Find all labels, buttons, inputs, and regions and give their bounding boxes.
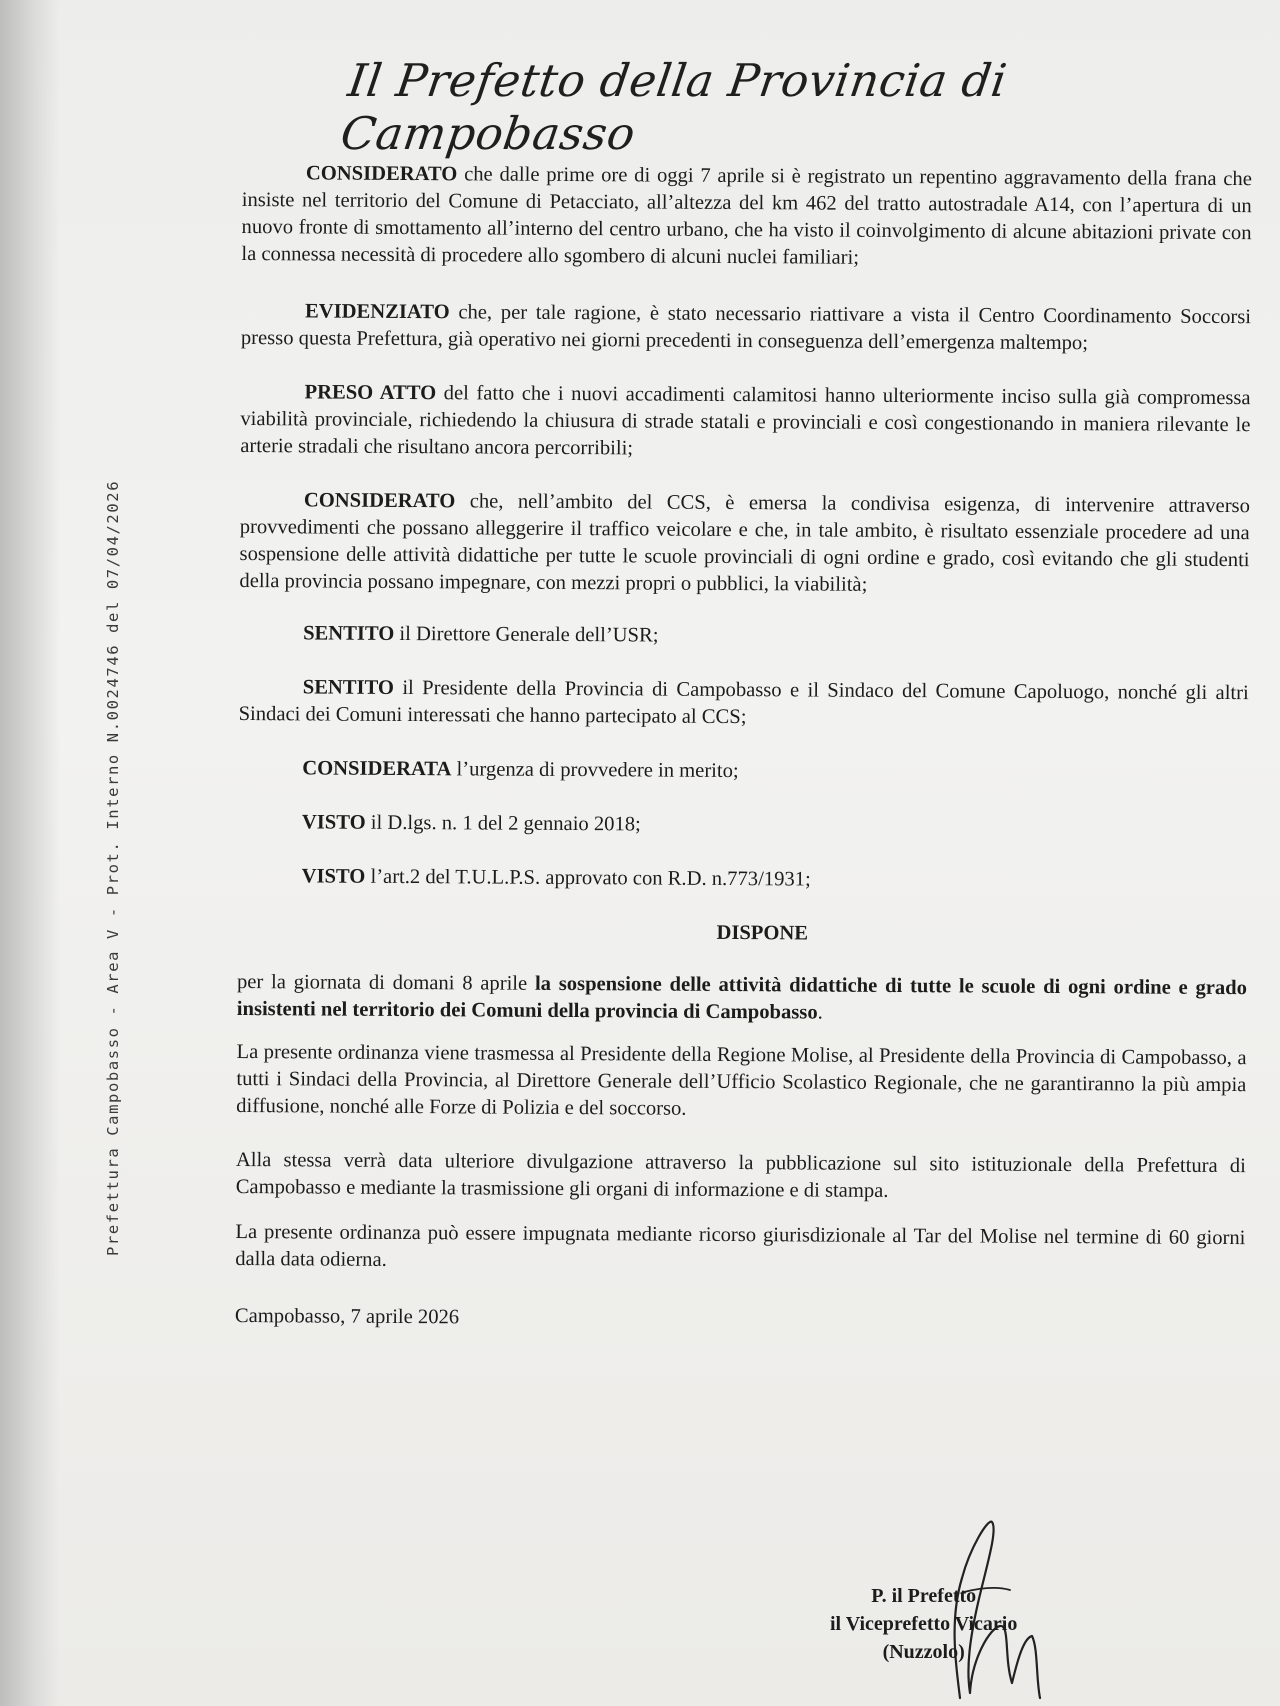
dispone-title: DISPONE — [716, 921, 809, 945]
paragraph-sentito-2 — [239, 674, 1249, 734]
paragraph-keyword: CONSIDERATO — [305, 162, 458, 186]
document-heading: Il Prefetto della Provincia di Campobasso — [337, 54, 1011, 160]
paragraph-text: il Direttore Generale dell’USR; — [394, 622, 659, 647]
paragraph-keyword: CONSIDERATA — [302, 757, 452, 781]
document-body — [235, 160, 1252, 1336]
paragraph-text: che, nell’ambito del CCS, è emersa la condivisa esigenza, di intervenire attraverso provvedimenti che possano alleggerire il traffico veicolare e che, in tale ambito, è risultato essenziale procedere ad una sospensione delle attività didattiche per tutte le scuole provinciali di ogni ordine e grado, così evitando che gli studenti della provincia possano impegnare, con mezzi propri o pubblici, la viabilità; — [239, 490, 1250, 596]
page-edge-shadow — [0, 0, 60, 1706]
paragraph-considerato-1 — [241, 160, 1252, 274]
paragraph-visto-1 — [238, 809, 1248, 842]
closing-paragraph-appeal: La presente ordinanza può essere impugnata mediante ricorso giurisdizionale al Tar del Molise nel termine di 60 giorni dalla data odierna. — [235, 1220, 1246, 1271]
paragraph-considerato-2 — [239, 487, 1250, 601]
paragraph-keyword: VISTO — [301, 865, 366, 888]
paragraph-preso-atto — [240, 379, 1250, 466]
paragraph-keyword: VISTO — [301, 811, 366, 834]
paragraph-text: che, per tale ragione, è stato necessario riattivare a vista il Centro Coordinamento Soccorsi presso questa Prefettura, già operativo nei giorni precedenti in conseguenza dell’emergenza maltempo; — [240, 301, 1252, 355]
paragraph-text: il Presidente della Provincia di Campobasso e il Sindaco del Comune Capoluogo, nonché gli altri Sindaci dei Comuni interessati che hanno partecipato al CCS; — [238, 676, 1249, 729]
paragraph-visto-2 — [238, 863, 1248, 896]
closing-paragraph-publication: Alla stessa verrà data ulteriore divulgazione attraverso la pubblicazione sul sito istituzionale della Prefettura di Campobasso e mediante la trasmissione gli organi di informazione e di stampa. — [235, 1148, 1246, 1202]
paragraph-keyword: SENTITO — [302, 676, 395, 699]
paragraph-evidenziato — [241, 298, 1251, 358]
paragraph-text: l’art.2 del T.U.L.P.S. approvato con R.D. n.773/1931; — [365, 865, 811, 891]
signature-line-2: il Viceprefetto Vicario — [830, 1613, 1018, 1635]
closing-paragraph-transmission: La presente ordinanza viene trasmessa al Presidente della Regione Molise, al Presidente della Provincia di Campobasso, a tutti i Sindaci della Provincia, al Direttore Generale dell’Ufficio Scolastico Regionale, che ne garantiranno la più ampia diffusione, nonché alle Forze di Polizia e del soccorso. — [236, 1040, 1247, 1120]
paragraph-text: il D.lgs. n. 1 del 2 gennaio 2018; — [365, 811, 641, 836]
paragraph-text: l’urgenza di provvedere in merito; — [451, 758, 739, 783]
signature-line-1: P. il Prefetto — [871, 1585, 977, 1607]
paragraph-keyword: EVIDENZIATO — [305, 300, 450, 324]
paragraph-keyword: SENTITO — [303, 622, 395, 645]
signature-line-3: (Nuzzolo) — [882, 1641, 965, 1663]
dispone-bold-text: la sospensione delle attività didattiche di tutte le scuole di ogni ordine e grado insistenti nel territorio dei Comuni della provincia di Campobasso — [236, 972, 1248, 1024]
paragraph-text: che dalle prime ore di oggi 7 aprile si è registrato un repentino aggravamento della frana che insiste nel territorio del Comune di Petacciato, all’altezza del km 462 del tratto autostradale A14, con l’apertura di un nuovo fronte di smottamento all’interno del centro urbano, che ha visto il coinvolgimento di alcune abitazioni private con la connessa necessità di procedere allo sgombero di alcuni nuclei familiari; — [241, 163, 1252, 269]
paragraph-keyword: PRESO ATTO — [304, 381, 437, 405]
dispone-end: . — [817, 1001, 823, 1024]
signature-block — [830, 1582, 1017, 1666]
paragraph-considerata — [238, 755, 1248, 788]
dispone-paragraph — [237, 969, 1247, 1029]
place-and-date: Campobasso, 7 aprile 2026 — [234, 1304, 460, 1329]
paragraph-text: del fatto che i nuovi accadimenti calamitosi hanno ulteriormente inciso sulla già compromessa viabilità provinciale, richiedendo la chiusura di strade statali e provinciali e così congestionando in maniera rilevante le arterie stradali che risultano ancora percorribili; — [240, 382, 1251, 460]
paragraph-keyword: CONSIDERATO — [303, 489, 456, 513]
dispone-intro: per la giornata di domani 8 aprile — [236, 970, 536, 995]
protocol-stamp: Prefettura Campobasso - Area V - Prot. Interno N.0024746 del 07/04/2026 — [104, 479, 122, 1256]
paragraph-sentito-1 — [239, 620, 1249, 653]
